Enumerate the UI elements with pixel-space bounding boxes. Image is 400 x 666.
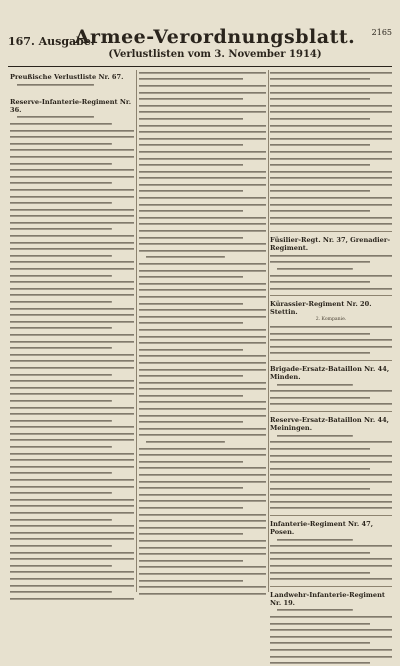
text-line <box>139 281 266 286</box>
text-line <box>139 466 266 471</box>
text-line <box>277 537 353 542</box>
text-line <box>139 459 243 464</box>
text-line <box>10 253 112 258</box>
text-line <box>270 149 392 154</box>
text-line <box>10 359 134 364</box>
text-line <box>10 451 134 456</box>
text-line <box>139 149 266 154</box>
text-line <box>139 413 266 418</box>
text-line <box>270 202 392 207</box>
text-line <box>10 326 112 331</box>
text-line <box>10 418 112 423</box>
text-line <box>10 141 112 146</box>
masthead-subtitle: (Verlustlisten vom 3. November 1914) <box>108 49 322 60</box>
text-line <box>139 235 243 240</box>
text-line <box>10 570 134 575</box>
text-line <box>10 345 112 350</box>
text-line <box>17 82 94 87</box>
text-line <box>139 222 266 227</box>
text-line <box>10 227 112 232</box>
text-line <box>139 123 266 128</box>
text-line <box>270 453 392 458</box>
text-line <box>270 344 392 349</box>
text-line <box>139 505 243 510</box>
text-line <box>139 512 266 517</box>
text-line <box>10 246 134 251</box>
text-line <box>10 293 134 298</box>
text-line <box>270 331 370 336</box>
text-line <box>10 385 134 390</box>
section-heading-landwehr: Landwehr-Infanterie-Regiment Nr. 19. <box>270 590 385 607</box>
text-line <box>10 438 134 443</box>
text-line <box>10 431 134 436</box>
text-line <box>139 380 266 385</box>
text-line <box>146 439 225 444</box>
text-line <box>270 123 392 128</box>
section-divider <box>270 586 392 587</box>
text-line <box>10 174 134 179</box>
text-line <box>270 90 392 95</box>
text-line <box>10 504 134 509</box>
text-line <box>10 286 134 291</box>
text-line <box>10 556 134 561</box>
text-line <box>10 312 134 317</box>
text-line <box>17 115 94 120</box>
text-line <box>270 486 370 491</box>
subheading-kompanie: 2. Kompanie. <box>315 317 347 323</box>
text-line <box>139 406 266 411</box>
masthead-header <box>8 26 392 66</box>
text-line <box>139 571 266 576</box>
text-line <box>10 537 134 542</box>
text-line <box>270 351 370 356</box>
column-divider <box>136 70 137 592</box>
text-line <box>139 565 266 570</box>
text-line <box>139 248 266 253</box>
text-line <box>270 614 392 619</box>
text-line <box>270 215 392 220</box>
text-line <box>270 459 392 464</box>
text-line <box>10 260 134 265</box>
text-line <box>10 530 134 535</box>
section-heading-kuerassier: Kürassier-Regiment Nr. 20. Stettin. <box>270 300 372 317</box>
text-line <box>270 446 370 451</box>
text-column-1 <box>10 70 134 592</box>
text-line <box>139 340 266 345</box>
text-line <box>10 425 134 430</box>
text-line <box>10 550 134 555</box>
section-divider <box>270 360 392 361</box>
header-rule <box>8 66 392 67</box>
text-line <box>10 583 134 588</box>
text-line <box>10 148 134 153</box>
text-line <box>139 70 266 75</box>
text-line <box>10 484 134 489</box>
text-line <box>270 479 392 484</box>
text-line <box>139 419 243 424</box>
text-line <box>139 367 266 372</box>
text-line <box>277 266 353 271</box>
text-line <box>139 261 266 266</box>
text-line <box>146 255 225 260</box>
text-line <box>10 457 134 462</box>
text-line <box>139 301 243 306</box>
text-line <box>10 214 134 219</box>
text-line <box>139 446 266 451</box>
text-line <box>139 176 266 181</box>
text-line <box>270 162 370 167</box>
text-line <box>10 352 134 357</box>
text-line <box>270 273 392 278</box>
text-line <box>139 96 243 101</box>
text-line <box>10 497 134 502</box>
text-line <box>139 268 266 273</box>
text-line <box>10 576 134 581</box>
section-heading-infanterie-47: Infanterie-Regiment Nr. 47, Posen. <box>270 519 373 536</box>
text-line <box>139 169 266 174</box>
text-line <box>139 143 243 148</box>
text-line <box>139 321 243 326</box>
text-line <box>139 116 243 121</box>
text-line <box>270 576 392 581</box>
text-line <box>139 518 266 523</box>
text-line <box>10 134 134 139</box>
text-line <box>10 517 112 522</box>
text-line <box>139 499 266 504</box>
text-line <box>139 347 243 352</box>
text-line <box>139 558 243 563</box>
text-line <box>270 627 392 632</box>
text-line <box>270 499 392 504</box>
text-line <box>139 90 266 95</box>
page-number: 2165 <box>371 28 392 37</box>
text-line <box>139 578 243 583</box>
text-line <box>139 77 243 82</box>
text-line <box>10 464 134 469</box>
text-line <box>270 492 392 497</box>
text-line <box>10 444 112 449</box>
text-line <box>270 286 392 291</box>
text-line <box>270 96 370 101</box>
text-line <box>277 608 353 613</box>
text-line <box>139 472 266 477</box>
text-line <box>139 136 266 141</box>
text-line <box>139 360 266 365</box>
text-line <box>270 506 392 511</box>
text-line <box>277 382 353 387</box>
text-line <box>139 327 266 332</box>
text-line <box>270 466 370 471</box>
text-line <box>139 156 266 161</box>
text-line <box>139 373 243 378</box>
text-line <box>139 307 266 312</box>
issue-number: 167. Ausgabe. <box>8 35 95 48</box>
text-line <box>139 545 266 550</box>
text-line <box>10 181 112 186</box>
text-line <box>10 121 112 126</box>
text-line <box>139 162 243 167</box>
text-line <box>10 490 112 495</box>
section-heading-verlustliste: Preußische Verlustliste Nr. 67. <box>10 73 124 81</box>
text-line <box>10 523 134 528</box>
text-line <box>139 433 266 438</box>
text-line <box>139 485 243 490</box>
text-line <box>10 273 112 278</box>
text-line <box>10 266 134 271</box>
text-line <box>270 641 370 646</box>
text-line <box>270 550 370 555</box>
text-line <box>10 405 134 410</box>
text-line <box>270 182 392 187</box>
text-line <box>139 129 266 134</box>
text-line <box>139 110 266 115</box>
text-line <box>270 557 392 562</box>
text-line <box>139 103 266 108</box>
text-line <box>139 525 266 530</box>
text-line <box>270 395 370 400</box>
text-line <box>139 452 266 457</box>
text-line <box>270 440 392 445</box>
text-line <box>10 306 134 311</box>
section-divider <box>270 515 392 516</box>
text-line <box>270 647 392 652</box>
text-line <box>10 372 112 377</box>
text-line <box>139 334 266 339</box>
text-line <box>270 279 370 284</box>
text-line <box>10 378 134 383</box>
text-line <box>270 654 392 659</box>
text-line <box>139 182 266 187</box>
text-line <box>270 660 370 665</box>
text-line <box>270 169 392 174</box>
text-line <box>10 398 112 403</box>
text-line <box>10 332 134 337</box>
text-line <box>270 222 392 227</box>
text-line <box>10 279 134 284</box>
text-line <box>10 563 112 568</box>
text-line <box>139 400 266 405</box>
text-line <box>139 294 266 299</box>
text-line <box>10 365 134 370</box>
text-line <box>270 70 392 75</box>
text-line <box>139 314 266 319</box>
text-line <box>10 200 112 205</box>
text-line <box>270 388 392 393</box>
text-line <box>270 570 370 575</box>
text-line <box>139 208 243 213</box>
text-line <box>139 479 266 484</box>
text-line <box>270 156 392 161</box>
text-line <box>10 471 112 476</box>
text-line <box>270 176 392 181</box>
text-line <box>270 129 392 134</box>
masthead-title: Armee-Verordnungsblatt. <box>74 26 356 48</box>
text-line <box>270 77 370 82</box>
text-line <box>270 116 370 121</box>
text-line <box>10 543 112 548</box>
text-line <box>139 492 266 497</box>
section-heading-reserve-ersatz: Reserve-Ersatz-Bataillon Nr. 44, Meiningen. <box>270 415 389 432</box>
section-divider <box>270 295 392 296</box>
text-line <box>139 387 266 392</box>
text-line <box>270 110 392 115</box>
text-line <box>270 260 370 265</box>
text-line <box>139 591 266 596</box>
text-line <box>10 510 134 515</box>
text-line <box>139 215 266 220</box>
text-line <box>139 426 266 431</box>
text-line <box>10 128 134 133</box>
text-line <box>139 274 243 279</box>
text-line <box>139 83 266 88</box>
text-line <box>270 473 392 478</box>
text-line <box>270 195 392 200</box>
column-divider <box>268 70 269 592</box>
text-line <box>10 339 134 344</box>
text-line <box>10 240 134 245</box>
text-line <box>270 337 392 342</box>
text-line <box>139 288 266 293</box>
text-line <box>10 161 112 166</box>
section-divider <box>270 411 392 412</box>
text-line <box>270 402 392 407</box>
text-line <box>270 189 370 194</box>
text-line <box>270 103 392 108</box>
text-line <box>270 143 370 148</box>
text-line <box>139 393 243 398</box>
text-line <box>277 433 353 438</box>
text-line <box>10 207 134 212</box>
text-line <box>270 324 392 329</box>
text-line <box>270 83 392 88</box>
text-line <box>270 136 392 141</box>
text-line <box>270 543 392 548</box>
text-line <box>139 189 243 194</box>
text-line <box>139 228 266 233</box>
text-line <box>139 241 266 246</box>
text-line <box>10 299 112 304</box>
text-line <box>139 551 266 556</box>
text-line <box>10 392 134 397</box>
text-line <box>10 220 134 225</box>
text-line <box>10 319 134 324</box>
text-line <box>10 154 134 159</box>
text-line <box>10 233 134 238</box>
text-line <box>139 195 266 200</box>
text-line <box>10 596 134 601</box>
section-heading-fuesilier: Füsilier-Regt. Nr. 37, Grenadier-Regiment. <box>270 235 391 252</box>
text-line <box>139 354 266 359</box>
text-line <box>10 477 134 482</box>
text-line <box>139 202 266 207</box>
text-line <box>10 167 134 172</box>
text-line <box>139 584 266 589</box>
text-line <box>270 208 370 213</box>
text-line <box>139 538 266 543</box>
text-column-2 <box>139 70 266 592</box>
section-divider <box>270 231 392 232</box>
text-line <box>10 187 134 192</box>
text-line <box>270 621 370 626</box>
text-line <box>270 634 392 639</box>
text-line <box>10 589 112 594</box>
section-heading-reserve-infanterie: Reserve-Infanterie-Regiment Nr. 36. <box>10 97 132 114</box>
text-line <box>270 253 392 258</box>
text-line <box>10 411 134 416</box>
text-line <box>10 194 134 199</box>
section-heading-brigade-ersatz: Brigade-Ersatz-Bataillon Nr. 44, Minden. <box>270 364 390 381</box>
text-column-3 <box>270 70 392 607</box>
text-line <box>139 532 243 537</box>
text-line <box>270 563 392 568</box>
